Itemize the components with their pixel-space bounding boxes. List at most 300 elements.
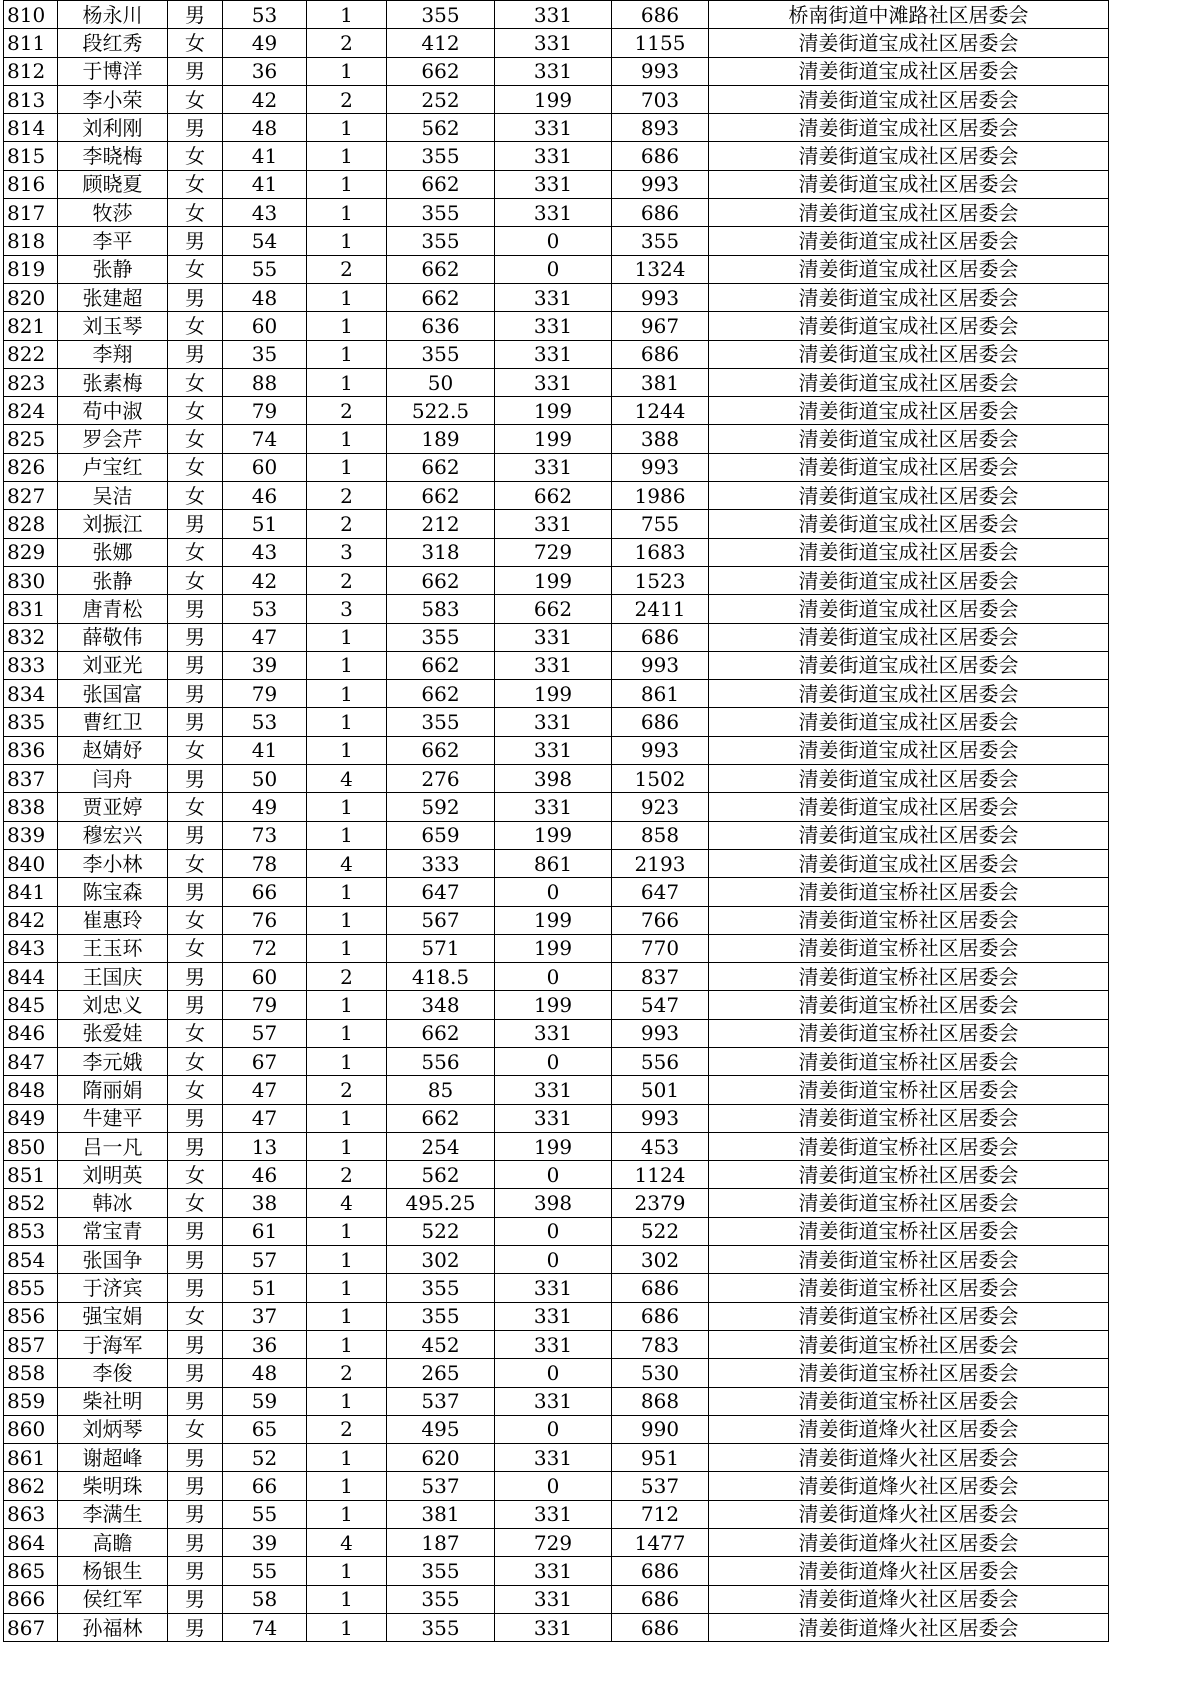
name-cell: 刘明英 (58, 1161, 168, 1189)
amount-a-cell: 381 (387, 1500, 495, 1528)
name-cell: 杨银生 (58, 1557, 168, 1585)
age-cell: 58 (223, 1585, 307, 1613)
amount-a-cell: 522.5 (387, 397, 495, 425)
age-cell: 53 (223, 595, 307, 623)
amount-a-cell: 355 (387, 708, 495, 736)
household-size-cell: 1 (307, 1019, 387, 1047)
total-cell: 686 (612, 1302, 709, 1330)
age-cell: 13 (223, 1132, 307, 1160)
gender-cell: 女 (168, 934, 223, 962)
row-number: 827 (4, 482, 58, 510)
row-number: 831 (4, 595, 58, 623)
amount-a-cell: 333 (387, 849, 495, 877)
household-size-cell: 1 (307, 623, 387, 651)
age-cell: 60 (223, 312, 307, 340)
total-cell: 686 (612, 708, 709, 736)
age-cell: 41 (223, 736, 307, 764)
age-cell: 78 (223, 849, 307, 877)
table-row (4, 312, 1109, 340)
gender-cell: 女 (168, 1415, 223, 1443)
amount-b-cell: 331 (495, 170, 612, 198)
age-cell: 55 (223, 1557, 307, 1585)
amount-a-cell: 522 (387, 1217, 495, 1245)
total-cell: 547 (612, 991, 709, 1019)
gender-cell: 女 (168, 1019, 223, 1047)
name-cell: 侯红军 (58, 1585, 168, 1613)
community-cell: 清姜街道宝成社区居委会 (709, 623, 1109, 651)
amount-a-cell: 662 (387, 736, 495, 764)
amount-b-cell: 199 (495, 566, 612, 594)
row-number: 839 (4, 821, 58, 849)
table-row (4, 57, 1109, 85)
amount-a-cell: 662 (387, 680, 495, 708)
amount-a-cell: 495 (387, 1415, 495, 1443)
community-cell: 清姜街道宝成社区居委会 (709, 85, 1109, 113)
age-cell: 52 (223, 1444, 307, 1472)
age-cell: 66 (223, 1472, 307, 1500)
row-number: 820 (4, 283, 58, 311)
name-cell: 牧莎 (58, 199, 168, 227)
age-cell: 46 (223, 1161, 307, 1189)
table-row (4, 170, 1109, 198)
table-row (4, 1217, 1109, 1245)
total-cell: 686 (612, 1613, 709, 1641)
gender-cell: 女 (168, 482, 223, 510)
table-row (4, 1076, 1109, 1104)
table-body (4, 1, 1109, 1642)
community-cell: 清姜街道宝桥社区居委会 (709, 1104, 1109, 1132)
table-row (4, 849, 1109, 877)
community-cell: 清姜街道宝桥社区居委会 (709, 906, 1109, 934)
name-cell: 刘忠义 (58, 991, 168, 1019)
community-cell: 清姜街道宝成社区居委会 (709, 595, 1109, 623)
gender-cell: 女 (168, 1161, 223, 1189)
gender-cell: 女 (168, 312, 223, 340)
amount-b-cell: 331 (495, 368, 612, 396)
row-number: 853 (4, 1217, 58, 1245)
row-number: 857 (4, 1330, 58, 1358)
amount-a-cell: 355 (387, 1274, 495, 1302)
age-cell: 72 (223, 934, 307, 962)
age-cell: 79 (223, 991, 307, 1019)
amount-b-cell: 0 (495, 1217, 612, 1245)
total-cell: 453 (612, 1132, 709, 1160)
community-cell: 清姜街道烽火社区居委会 (709, 1529, 1109, 1557)
household-size-cell: 1 (307, 312, 387, 340)
name-cell: 高瞻 (58, 1529, 168, 1557)
table-row (4, 963, 1109, 991)
age-cell: 36 (223, 57, 307, 85)
table-row (4, 85, 1109, 113)
row-number: 822 (4, 340, 58, 368)
gender-cell: 女 (168, 736, 223, 764)
name-cell: 韩冰 (58, 1189, 168, 1217)
age-cell: 79 (223, 680, 307, 708)
total-cell: 868 (612, 1387, 709, 1415)
age-cell: 39 (223, 1529, 307, 1557)
community-cell: 清姜街道宝成社区居委会 (709, 142, 1109, 170)
total-cell: 501 (612, 1076, 709, 1104)
gender-cell: 女 (168, 142, 223, 170)
amount-b-cell: 331 (495, 312, 612, 340)
household-size-cell: 3 (307, 538, 387, 566)
amount-a-cell: 562 (387, 114, 495, 142)
gender-cell: 男 (168, 1387, 223, 1415)
name-cell: 崔惠玲 (58, 906, 168, 934)
name-cell: 陈宝森 (58, 878, 168, 906)
total-cell: 686 (612, 1, 709, 29)
row-number: 840 (4, 849, 58, 877)
amount-b-cell: 331 (495, 1104, 612, 1132)
gender-cell: 男 (168, 963, 223, 991)
household-size-cell: 4 (307, 849, 387, 877)
amount-a-cell: 567 (387, 906, 495, 934)
total-cell: 686 (612, 623, 709, 651)
gender-cell: 男 (168, 340, 223, 368)
amount-a-cell: 212 (387, 510, 495, 538)
table-row (4, 1387, 1109, 1415)
name-cell: 常宝青 (58, 1217, 168, 1245)
community-cell: 清姜街道宝桥社区居委会 (709, 1019, 1109, 1047)
community-cell: 清姜街道宝桥社区居委会 (709, 1161, 1109, 1189)
age-cell: 65 (223, 1415, 307, 1443)
gender-cell: 男 (168, 57, 223, 85)
gender-cell: 男 (168, 991, 223, 1019)
gender-cell: 女 (168, 1302, 223, 1330)
table-row (4, 595, 1109, 623)
amount-a-cell: 662 (387, 57, 495, 85)
table-row (4, 906, 1109, 934)
household-size-cell: 1 (307, 170, 387, 198)
total-cell: 967 (612, 312, 709, 340)
household-size-cell: 1 (307, 1585, 387, 1613)
table-row (4, 340, 1109, 368)
amount-b-cell: 861 (495, 849, 612, 877)
gender-cell: 女 (168, 1047, 223, 1075)
household-size-cell: 2 (307, 29, 387, 57)
table-row (4, 991, 1109, 1019)
table-row (4, 1585, 1109, 1613)
amount-a-cell: 265 (387, 1359, 495, 1387)
age-cell: 79 (223, 397, 307, 425)
household-size-cell: 1 (307, 1472, 387, 1500)
table-row (4, 793, 1109, 821)
household-size-cell: 1 (307, 878, 387, 906)
table-row (4, 1359, 1109, 1387)
amount-a-cell: 537 (387, 1472, 495, 1500)
amount-b-cell: 729 (495, 1529, 612, 1557)
name-cell: 段红秀 (58, 29, 168, 57)
gender-cell: 男 (168, 1217, 223, 1245)
row-number: 865 (4, 1557, 58, 1585)
gender-cell: 女 (168, 906, 223, 934)
total-cell: 993 (612, 453, 709, 481)
table-row (4, 1529, 1109, 1557)
gender-cell: 男 (168, 878, 223, 906)
household-size-cell: 2 (307, 255, 387, 283)
amount-a-cell: 355 (387, 340, 495, 368)
age-cell: 41 (223, 170, 307, 198)
name-cell: 李元娥 (58, 1047, 168, 1075)
total-cell: 993 (612, 651, 709, 679)
table-row (4, 1104, 1109, 1132)
table-row (4, 1557, 1109, 1585)
household-size-cell: 2 (307, 1415, 387, 1443)
gender-cell: 女 (168, 1189, 223, 1217)
age-cell: 54 (223, 227, 307, 255)
name-cell: 李晓梅 (58, 142, 168, 170)
row-number: 851 (4, 1161, 58, 1189)
total-cell: 556 (612, 1047, 709, 1075)
amount-b-cell: 662 (495, 595, 612, 623)
amount-b-cell: 331 (495, 453, 612, 481)
community-cell: 清姜街道宝桥社区居委会 (709, 1302, 1109, 1330)
table-row (4, 821, 1109, 849)
community-cell: 清姜街道烽火社区居委会 (709, 1557, 1109, 1585)
amount-b-cell: 0 (495, 878, 612, 906)
household-size-cell: 1 (307, 1330, 387, 1358)
age-cell: 59 (223, 1387, 307, 1415)
name-cell: 柴社明 (58, 1387, 168, 1415)
name-cell: 谢超峰 (58, 1444, 168, 1472)
name-cell: 张娜 (58, 538, 168, 566)
table-row (4, 397, 1109, 425)
age-cell: 67 (223, 1047, 307, 1075)
row-number: 812 (4, 57, 58, 85)
row-number: 847 (4, 1047, 58, 1075)
age-cell: 55 (223, 1500, 307, 1528)
table-row (4, 453, 1109, 481)
household-size-cell: 1 (307, 1500, 387, 1528)
name-cell: 张爱娃 (58, 1019, 168, 1047)
amount-a-cell: 583 (387, 595, 495, 623)
total-cell: 2411 (612, 595, 709, 623)
amount-a-cell: 495.25 (387, 1189, 495, 1217)
amount-b-cell: 199 (495, 397, 612, 425)
gender-cell: 女 (168, 255, 223, 283)
amount-b-cell: 0 (495, 1472, 612, 1500)
gender-cell: 女 (168, 29, 223, 57)
total-cell: 858 (612, 821, 709, 849)
table-row (4, 1472, 1109, 1500)
total-cell: 990 (612, 1415, 709, 1443)
amount-b-cell: 199 (495, 821, 612, 849)
amount-a-cell: 85 (387, 1076, 495, 1104)
household-size-cell: 2 (307, 510, 387, 538)
row-number: 835 (4, 708, 58, 736)
age-cell: 49 (223, 793, 307, 821)
total-cell: 1502 (612, 765, 709, 793)
total-cell: 1124 (612, 1161, 709, 1189)
gender-cell: 女 (168, 793, 223, 821)
name-cell: 张建超 (58, 283, 168, 311)
community-cell: 清姜街道宝桥社区居委会 (709, 1132, 1109, 1160)
age-cell: 48 (223, 283, 307, 311)
age-cell: 43 (223, 538, 307, 566)
total-cell: 686 (612, 1274, 709, 1302)
gender-cell: 男 (168, 1104, 223, 1132)
community-cell: 清姜街道宝桥社区居委会 (709, 1076, 1109, 1104)
household-size-cell: 1 (307, 1613, 387, 1641)
community-cell: 清姜街道烽火社区居委会 (709, 1415, 1109, 1443)
amount-b-cell: 331 (495, 1500, 612, 1528)
total-cell: 1477 (612, 1529, 709, 1557)
amount-b-cell: 199 (495, 991, 612, 1019)
row-number: 813 (4, 85, 58, 113)
amount-a-cell: 355 (387, 227, 495, 255)
row-number: 828 (4, 510, 58, 538)
name-cell: 于济宾 (58, 1274, 168, 1302)
amount-b-cell: 331 (495, 199, 612, 227)
amount-a-cell: 636 (387, 312, 495, 340)
table-row (4, 736, 1109, 764)
row-number: 855 (4, 1274, 58, 1302)
table-row (4, 1274, 1109, 1302)
amount-b-cell: 0 (495, 227, 612, 255)
row-number: 841 (4, 878, 58, 906)
table-row (4, 623, 1109, 651)
household-size-cell: 1 (307, 283, 387, 311)
household-size-cell: 1 (307, 453, 387, 481)
gender-cell: 女 (168, 199, 223, 227)
row-number: 862 (4, 1472, 58, 1500)
row-number: 843 (4, 934, 58, 962)
gender-cell: 女 (168, 368, 223, 396)
household-size-cell: 4 (307, 1189, 387, 1217)
gender-cell: 男 (168, 1132, 223, 1160)
community-cell: 清姜街道烽火社区居委会 (709, 1585, 1109, 1613)
age-cell: 41 (223, 142, 307, 170)
amount-b-cell: 331 (495, 1613, 612, 1641)
row-number: 826 (4, 453, 58, 481)
total-cell: 1523 (612, 566, 709, 594)
table-row (4, 1500, 1109, 1528)
amount-a-cell: 355 (387, 1, 495, 29)
row-number: 852 (4, 1189, 58, 1217)
household-size-cell: 1 (307, 991, 387, 1019)
community-cell: 清姜街道烽火社区居委会 (709, 1472, 1109, 1500)
community-cell: 清姜街道宝桥社区居委会 (709, 963, 1109, 991)
community-cell: 清姜街道宝桥社区居委会 (709, 991, 1109, 1019)
amount-b-cell: 199 (495, 906, 612, 934)
age-cell: 35 (223, 340, 307, 368)
table-row (4, 708, 1109, 736)
amount-b-cell: 331 (495, 29, 612, 57)
amount-a-cell: 418.5 (387, 963, 495, 991)
community-cell: 清姜街道宝桥社区居委会 (709, 1330, 1109, 1358)
row-number: 849 (4, 1104, 58, 1132)
amount-b-cell: 662 (495, 482, 612, 510)
name-cell: 顾晓夏 (58, 170, 168, 198)
gender-cell: 男 (168, 510, 223, 538)
total-cell: 1324 (612, 255, 709, 283)
table-row (4, 878, 1109, 906)
row-number: 866 (4, 1585, 58, 1613)
amount-a-cell: 254 (387, 1132, 495, 1160)
table-row (4, 114, 1109, 142)
total-cell: 712 (612, 1500, 709, 1528)
community-cell: 清姜街道宝成社区居委会 (709, 736, 1109, 764)
table-row (4, 29, 1109, 57)
name-cell: 闫舟 (58, 765, 168, 793)
name-cell: 李俊 (58, 1359, 168, 1387)
table-row (4, 227, 1109, 255)
amount-b-cell: 331 (495, 340, 612, 368)
household-size-cell: 1 (307, 906, 387, 934)
row-number: 859 (4, 1387, 58, 1415)
amount-a-cell: 355 (387, 1613, 495, 1641)
amount-a-cell: 662 (387, 482, 495, 510)
gender-cell: 女 (168, 425, 223, 453)
name-cell: 李小荣 (58, 85, 168, 113)
age-cell: 49 (223, 29, 307, 57)
amount-b-cell: 199 (495, 680, 612, 708)
age-cell: 46 (223, 482, 307, 510)
gender-cell: 男 (168, 1246, 223, 1274)
table-row (4, 1444, 1109, 1472)
amount-b-cell: 0 (495, 1161, 612, 1189)
age-cell: 53 (223, 708, 307, 736)
amount-a-cell: 662 (387, 566, 495, 594)
name-cell: 唐青松 (58, 595, 168, 623)
community-cell: 清姜街道宝桥社区居委会 (709, 1246, 1109, 1274)
row-number: 842 (4, 906, 58, 934)
table-row (4, 1189, 1109, 1217)
total-cell: 686 (612, 340, 709, 368)
name-cell: 牛建平 (58, 1104, 168, 1132)
row-number: 860 (4, 1415, 58, 1443)
amount-a-cell: 662 (387, 255, 495, 283)
name-cell: 张静 (58, 255, 168, 283)
amount-a-cell: 412 (387, 29, 495, 57)
age-cell: 48 (223, 1359, 307, 1387)
gender-cell: 男 (168, 680, 223, 708)
community-cell: 清姜街道宝桥社区居委会 (709, 1387, 1109, 1415)
amount-a-cell: 355 (387, 142, 495, 170)
community-cell: 清姜街道宝成社区居委会 (709, 708, 1109, 736)
gender-cell: 女 (168, 849, 223, 877)
amount-a-cell: 355 (387, 199, 495, 227)
community-cell: 清姜街道宝桥社区居委会 (709, 1274, 1109, 1302)
gender-cell: 男 (168, 595, 223, 623)
amount-b-cell: 331 (495, 1019, 612, 1047)
household-size-cell: 1 (307, 114, 387, 142)
gender-cell: 男 (168, 1359, 223, 1387)
table-row (4, 538, 1109, 566)
gender-cell: 男 (168, 651, 223, 679)
community-cell: 清姜街道宝成社区居委会 (709, 849, 1109, 877)
row-number: 848 (4, 1076, 58, 1104)
amount-b-cell: 0 (495, 1415, 612, 1443)
amount-b-cell: 331 (495, 651, 612, 679)
table-row (4, 255, 1109, 283)
amount-b-cell: 199 (495, 934, 612, 962)
gender-cell: 男 (168, 1444, 223, 1472)
community-cell: 清姜街道宝成社区居委会 (709, 29, 1109, 57)
gender-cell: 男 (168, 1274, 223, 1302)
gender-cell: 男 (168, 283, 223, 311)
household-size-cell: 1 (307, 1217, 387, 1245)
amount-b-cell: 331 (495, 1585, 612, 1613)
age-cell: 47 (223, 623, 307, 651)
amount-a-cell: 537 (387, 1387, 495, 1415)
amount-b-cell: 331 (495, 114, 612, 142)
age-cell: 73 (223, 821, 307, 849)
community-cell: 清姜街道宝成社区居委会 (709, 538, 1109, 566)
total-cell: 951 (612, 1444, 709, 1472)
community-cell: 清姜街道烽火社区居委会 (709, 1613, 1109, 1641)
total-cell: 522 (612, 1217, 709, 1245)
